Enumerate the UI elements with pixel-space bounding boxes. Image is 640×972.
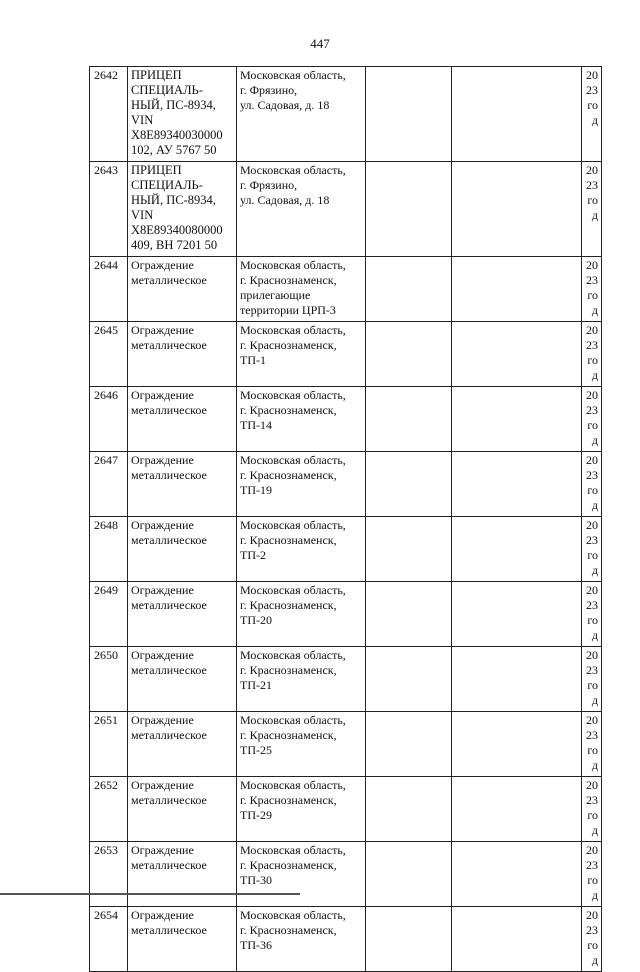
item-name-line: Ограждение [131, 843, 194, 857]
year-line: 2023 [586, 323, 598, 352]
empty-cell [452, 517, 582, 582]
address-line: прилегающие [240, 288, 311, 302]
row-number-cell [90, 842, 128, 907]
year-line: год [587, 938, 598, 967]
empty-cell [366, 452, 452, 517]
address-line: г. Краснознаменск, [240, 728, 337, 742]
item-name-line: ПРИЦЕП [131, 163, 182, 177]
item-name-line: металлическое [131, 338, 207, 352]
item-name-line: 102, АУ 5767 50 [131, 143, 217, 157]
empty-cell [366, 162, 452, 257]
empty-cell [366, 257, 452, 322]
empty-cell [366, 712, 452, 777]
address-line: г. Краснознаменск, [240, 598, 337, 612]
row-number: 2646 [94, 388, 118, 402]
item-name-line: металлическое [131, 533, 207, 547]
year-cell [582, 162, 602, 257]
year-cell [582, 647, 602, 712]
row-number-cell [90, 647, 128, 712]
address-line: ТП-30 [240, 873, 272, 887]
property-table [89, 66, 602, 972]
address-line: ТП-29 [240, 808, 272, 822]
year-line: год [587, 483, 598, 512]
year-line: год [587, 873, 598, 902]
empty-cell [366, 777, 452, 842]
row-number: 2642 [94, 68, 118, 82]
item-name-cell [128, 647, 237, 712]
year-line: год [587, 743, 598, 772]
row-number: 2650 [94, 648, 118, 662]
address-cell [237, 162, 366, 257]
year-line: 2023 [586, 453, 598, 482]
address-line: ул. Садовая, д. 18 [240, 193, 330, 207]
address-cell [237, 452, 366, 517]
row-number: 2652 [94, 778, 118, 792]
address-line: Московская область, [240, 453, 346, 467]
address-cell [237, 777, 366, 842]
row-number: 2648 [94, 518, 118, 532]
table-body [90, 67, 602, 972]
year-line: 2023 [586, 258, 598, 287]
table-row [90, 842, 602, 907]
address-line: г. Краснознаменск, [240, 403, 337, 417]
table-row [90, 162, 602, 257]
item-name-cell [128, 387, 237, 452]
empty-cell [452, 452, 582, 517]
item-name-line: металлическое [131, 273, 207, 287]
year-cell [582, 842, 602, 907]
address-line: г. Краснознаменск, [240, 338, 337, 352]
empty-cell [366, 387, 452, 452]
item-name-line: ПРИЦЕП [131, 68, 182, 82]
empty-cell [452, 842, 582, 907]
address-line: г. Краснознаменск, [240, 273, 337, 287]
item-name-line: металлическое [131, 468, 207, 482]
address-line: Московская область, [240, 258, 346, 272]
address-line: г. Фрязино, [240, 83, 298, 97]
item-name-line: Ограждение [131, 258, 194, 272]
row-number-cell [90, 387, 128, 452]
address-line: Московская область, [240, 323, 346, 337]
item-name-line: СПЕЦИАЛЬ- [131, 83, 203, 97]
address-line: г. Краснознаменск, [240, 923, 337, 937]
item-name-cell [128, 777, 237, 842]
year-line: год [587, 193, 598, 222]
address-line: Московская область, [240, 518, 346, 532]
table-row [90, 257, 602, 322]
year-cell [582, 452, 602, 517]
empty-cell [366, 67, 452, 162]
address-cell [237, 387, 366, 452]
address-cell [237, 517, 366, 582]
year-cell [582, 712, 602, 777]
empty-cell [452, 777, 582, 842]
year-line: 2023 [586, 583, 598, 612]
empty-cell [452, 712, 582, 777]
row-number-cell [90, 452, 128, 517]
empty-cell [366, 582, 452, 647]
row-number-cell [90, 517, 128, 582]
item-name-cell [128, 452, 237, 517]
year-line: год [587, 418, 598, 447]
table-row [90, 67, 602, 162]
empty-cell [452, 162, 582, 257]
item-name-line: металлическое [131, 728, 207, 742]
address-line: г. Краснознаменск, [240, 793, 337, 807]
item-name-line: 409, ВН 7201 50 [131, 238, 218, 252]
address-line: Московская область, [240, 778, 346, 792]
row-number: 2645 [94, 323, 118, 337]
year-line: год [587, 98, 598, 127]
address-cell [237, 842, 366, 907]
year-line: 2023 [586, 518, 598, 547]
table-row [90, 517, 602, 582]
address-line: г. Фрязино, [240, 178, 298, 192]
empty-cell [452, 582, 582, 647]
table-row [90, 452, 602, 517]
item-name-line: Ограждение [131, 388, 194, 402]
item-name-cell [128, 322, 237, 387]
empty-cell [366, 647, 452, 712]
empty-cell [452, 67, 582, 162]
table-row [90, 712, 602, 777]
year-line: год [587, 288, 598, 317]
item-name-line: X8E89340080000 [131, 223, 223, 237]
row-number: 2649 [94, 583, 118, 597]
item-name-line: VIN [131, 208, 154, 222]
table-row [90, 582, 602, 647]
item-name-line: НЫЙ, ПС-8934, [131, 193, 216, 207]
item-name-line: Ограждение [131, 713, 194, 727]
address-line: ТП-25 [240, 743, 272, 757]
address-line: г. Краснознаменск, [240, 663, 337, 677]
item-name-line: Ограждение [131, 518, 194, 532]
year-cell [582, 257, 602, 322]
item-name-line: Ограждение [131, 908, 194, 922]
item-name-cell [128, 517, 237, 582]
item-name-cell [128, 162, 237, 257]
item-name-line: VIN [131, 113, 154, 127]
address-cell [237, 647, 366, 712]
year-line: год [587, 613, 598, 642]
empty-cell [452, 322, 582, 387]
empty-cell [366, 322, 452, 387]
address-line: ТП-21 [240, 678, 272, 692]
table-row [90, 387, 602, 452]
item-name-line: Ограждение [131, 648, 194, 662]
item-name-line: Ограждение [131, 323, 194, 337]
item-name-line: металлическое [131, 598, 207, 612]
address-line: территории ЦРП-3 [240, 303, 336, 317]
address-cell [237, 712, 366, 777]
row-number-cell [90, 582, 128, 647]
address-cell [237, 67, 366, 162]
address-line: Московская область, [240, 583, 346, 597]
address-cell [237, 907, 366, 972]
address-cell [237, 582, 366, 647]
address-line: г. Краснознаменск, [240, 858, 337, 872]
table-row [90, 777, 602, 842]
item-name-line: металлическое [131, 663, 207, 677]
address-line: Московская область, [240, 388, 346, 402]
year-line: 2023 [586, 908, 598, 937]
row-number-cell [90, 67, 128, 162]
address-line: Московская область, [240, 908, 346, 922]
item-name-line: Ограждение [131, 583, 194, 597]
row-number-cell [90, 162, 128, 257]
empty-cell [452, 907, 582, 972]
empty-cell [366, 907, 452, 972]
address-line: Московская область, [240, 843, 346, 857]
year-line: год [587, 678, 598, 707]
item-name-line: Ограждение [131, 453, 194, 467]
address-line: г. Краснознаменск, [240, 468, 337, 482]
year-line: год [587, 353, 598, 382]
item-name-cell [128, 582, 237, 647]
year-line: 2023 [586, 648, 598, 677]
address-line: Московская область, [240, 68, 346, 82]
address-line: ТП-19 [240, 483, 272, 497]
row-number-cell [90, 712, 128, 777]
address-line: ТП-20 [240, 613, 272, 627]
row-number: 2651 [94, 713, 118, 727]
address-line: Московская область, [240, 648, 346, 662]
year-line: 2023 [586, 163, 598, 192]
year-line: год [587, 548, 598, 577]
item-name-line: металлическое [131, 858, 207, 872]
item-name-line: X8E89340030000 [131, 128, 223, 142]
year-cell [582, 517, 602, 582]
page-number: 447 [310, 36, 330, 51]
table-row [90, 907, 602, 972]
row-number-cell [90, 907, 128, 972]
item-name-line: металлическое [131, 403, 207, 417]
address-line: ТП-14 [240, 418, 272, 432]
year-cell [582, 777, 602, 842]
item-name-line: НЫЙ, ПС-8934, [131, 98, 216, 112]
address-line: Московская область, [240, 163, 346, 177]
row-number: 2643 [94, 163, 118, 177]
address-line: ТП-1 [240, 353, 266, 367]
year-line: 2023 [586, 68, 598, 97]
year-line: 2023 [586, 778, 598, 807]
year-line: 2023 [586, 843, 598, 872]
year-line: 2023 [586, 713, 598, 742]
table-row [90, 647, 602, 712]
row-number: 2644 [94, 258, 118, 272]
row-number: 2653 [94, 843, 118, 857]
empty-cell [452, 257, 582, 322]
year-line: год [587, 808, 598, 837]
item-name-cell [128, 67, 237, 162]
year-line: 2023 [586, 388, 598, 417]
row-number: 2654 [94, 908, 118, 922]
address-line: Московская область, [240, 713, 346, 727]
scan-edge-line [0, 893, 300, 895]
empty-cell [452, 647, 582, 712]
row-number-cell [90, 257, 128, 322]
address-line: ул. Садовая, д. 18 [240, 98, 330, 112]
address-line: ТП-2 [240, 548, 266, 562]
item-name-line: Ограждение [131, 778, 194, 792]
item-name-cell [128, 257, 237, 322]
year-cell [582, 582, 602, 647]
address-cell [237, 257, 366, 322]
item-name-cell [128, 907, 237, 972]
item-name-cell [128, 712, 237, 777]
row-number-cell [90, 322, 128, 387]
address-line: ТП-36 [240, 938, 272, 952]
year-cell [582, 387, 602, 452]
year-cell [582, 67, 602, 162]
row-number-cell [90, 777, 128, 842]
table-row [90, 322, 602, 387]
empty-cell [366, 842, 452, 907]
item-name-line: металлическое [131, 793, 207, 807]
item-name-line: СПЕЦИАЛЬ- [131, 178, 203, 192]
empty-cell [366, 517, 452, 582]
item-name-line: металлическое [131, 923, 207, 937]
year-cell [582, 322, 602, 387]
item-name-cell [128, 842, 237, 907]
row-number: 2647 [94, 453, 118, 467]
address-line: г. Краснознаменск, [240, 533, 337, 547]
year-cell [582, 907, 602, 972]
address-cell [237, 322, 366, 387]
empty-cell [452, 387, 582, 452]
